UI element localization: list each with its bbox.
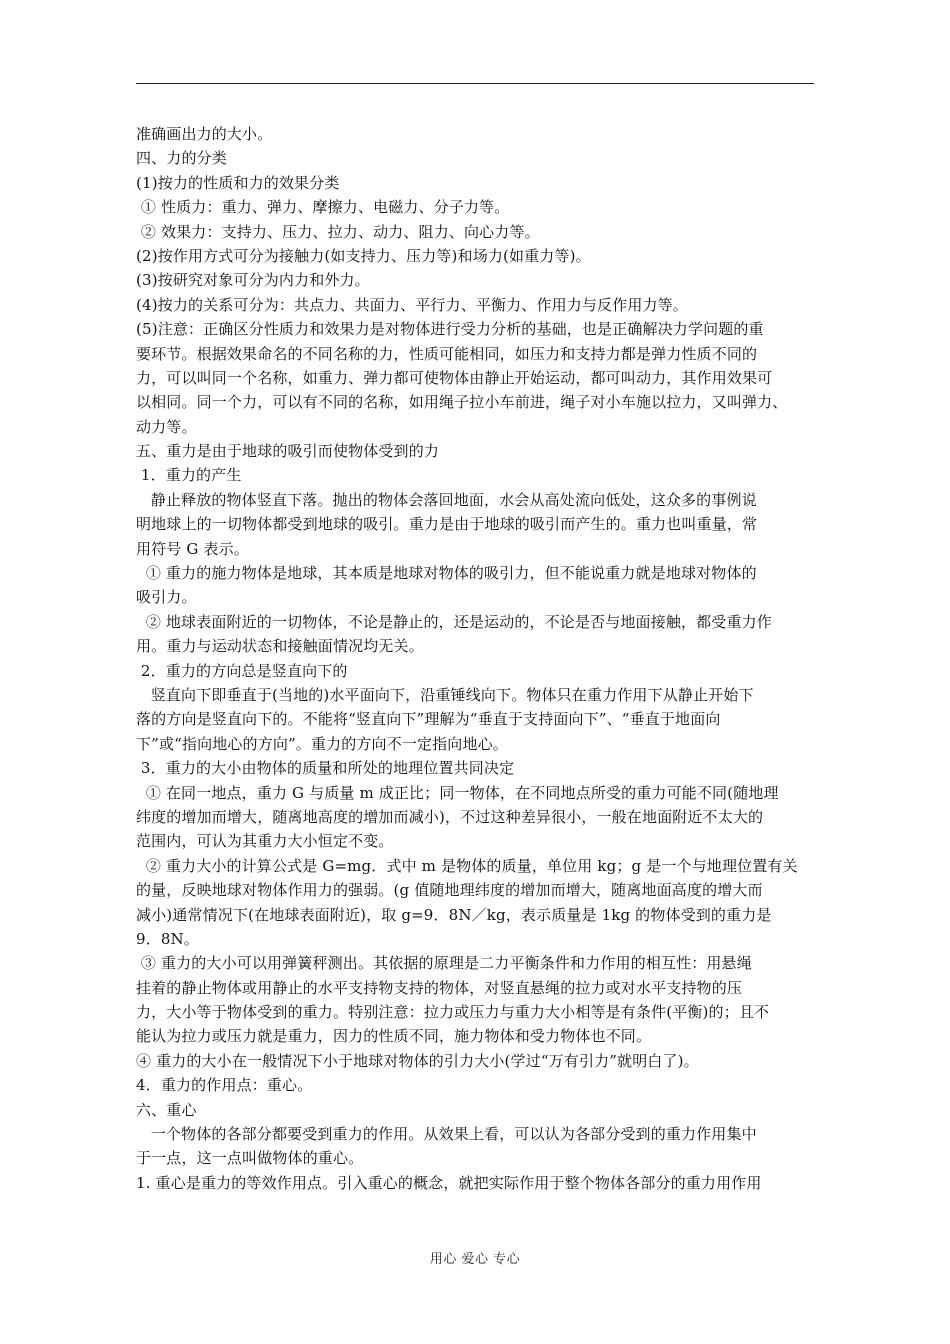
text-line: 1．重力的产生 xyxy=(136,466,242,485)
text-line: ① 重力的施力物体是地球，其本质是地球对物体的吸引力，但不能说重力就是地球对物体的 xyxy=(136,564,757,583)
text-line: ② 地球表面附近的一切物体，不论是静止的，还是运动的，不论是否与地面接触，都受重力作 xyxy=(136,612,772,631)
text-line: 用。重力与运动状态和接触面情况均无关。 xyxy=(136,637,424,656)
text-line: ② 效果力：支持力、压力、拉力、动力、阻力、向心力等。 xyxy=(136,222,540,241)
text-line: 要环节。根据效果命名的不同名称的力，性质可能相同，如压力和支持力都是弹力性质不同的 xyxy=(136,344,758,363)
text-line: 于一点，这一点叫做物体的重心。 xyxy=(136,1149,364,1168)
text-line: 纬度的增加而增大，随离地高度的增加而减小)，不过这种差异很小，一般在地面附近不太大的 xyxy=(136,807,764,826)
text-line: 用符号 G 表示。 xyxy=(136,539,249,558)
text-line: (1)按力的性质和力的效果分类 xyxy=(136,173,340,192)
body-text xyxy=(136,122,820,1195)
text-line: 准确画出力的大小。 xyxy=(136,125,273,143)
text-line: ① 在同一地点，重力 G 与质量 m 成正比；同一物体，在不同地点所受的重力可能不同(随地理 xyxy=(136,783,779,802)
text-line: 力，大小等于物体受到的重力。特别注意：拉力或压力与重力大小相等是有条件(平衡)的；且不 xyxy=(136,1003,770,1022)
text-line: 3．重力的大小由物体的质量和所处的地理位置共同决定 xyxy=(136,759,515,778)
text-line: 五、重力是由于地球的吸引而使物体受到的力 xyxy=(136,442,440,461)
text-line: ③ 重力的大小可以用弹簧秤测出。其依据的原理是二力平衡条件和力作用的相互性：用悬绳 xyxy=(136,954,752,973)
text-line: 下”或“指向地心的方向”。重力的方向不一定指向地心。 xyxy=(136,734,508,753)
text-line: 六、重心 xyxy=(136,1100,197,1119)
text-line: 吸引力。 xyxy=(136,588,197,607)
text-line: (3)按研究对象可分为内力和外力。 xyxy=(136,271,370,290)
page-footer: 用心 爱心 专心 xyxy=(429,1252,521,1267)
text-line: 4．重力的作用点：重心。 xyxy=(136,1076,313,1095)
text-line: 动力等。 xyxy=(136,417,197,436)
text-line: 明地球上的一切物体都受到地球的吸引。重力是由于地球的吸引而产生的。重力也叫重量，常 xyxy=(136,515,758,534)
text-line: 能认为拉力或压力就是重力，因力的性质不同，施力物体和受力物体也不同。 xyxy=(136,1027,652,1046)
text-line: 静止释放的物体竖直下落。抛出的物体会落回地面，水会从高处流向低处，这众多的事例说 xyxy=(136,490,757,509)
text-line: 挂着的静止物体或用静止的水平支持物支持的物体，对竖直悬绳的拉力或对水平支持物的压 xyxy=(136,978,743,997)
text-line: 1. 重心是重力的等效作用点。引入重心的概念，就把实际作用于整个物体各部分的重力用作用 xyxy=(136,1173,762,1192)
text-line: 2．重力的方向总是竖直向下的 xyxy=(136,661,348,680)
text-line: 竖直向下即垂直于(当地的)水平面向下，沿重锤线向下。物体只在重力作用下从静止开始下 xyxy=(136,685,754,704)
text-line: 减小)通常情况下(在地球表面附近)，取 g=9．8N／kg，表示质量是 1kg 的物体受到的重力是 xyxy=(136,905,772,924)
text-line: 9．8N。 xyxy=(136,929,199,948)
text-line: ② 重力大小的计算公式是 G=mg．式中 m 是物体的质量，单位用 kg；g 是一个与地理位置有关 xyxy=(136,856,798,875)
text-line: 范围内，可认为其重力大小恒定不变。 xyxy=(136,832,394,851)
text-line: ④ 重力的大小在一般情况下小于地球对物体的引力大小(学过“万有引力”就明白了)。 xyxy=(136,1051,699,1070)
text-line: 落的方向是竖直向下的。不能将“竖直向下”理解为“垂直于支持面向下”、“垂直于地面向 xyxy=(136,710,721,729)
text-line: (4)按力的关系可分为：共点力、共面力、平行力、平衡力、作用力与反作用力等。 xyxy=(136,295,688,314)
text-line: 以相同。同一个力，可以有不同的名称，如用绳子拉小车前进，绳子对小车施以拉力，又叫弹力、 xyxy=(136,393,788,412)
text-line: 的量，反映地球对物体作用力的强弱。(g 值随地理纬度的增加而增大，随离地面高度的增大而 xyxy=(136,881,763,900)
text-line: 一个物体的各部分都要受到重力的作用。从效果上看，可以认为各部分受到的重力作用集中 xyxy=(136,1125,757,1144)
text-line: 四、力的分类 xyxy=(136,149,227,168)
text-line: ① 性质力：重力、弹力、摩擦力、电磁力、分子力等。 xyxy=(136,198,510,217)
text-line: (5)注意：正确区分性质力和效果力是对物体进行受力分析的基础，也是正确解决力学问题的重 xyxy=(136,320,764,339)
header-rule xyxy=(136,83,814,84)
text-line: (2)按作用方式可分为接触力(如支持力、压力等)和场力(如重力等)。 xyxy=(136,246,591,265)
text-line: 力，可以叫同一个名称，如重力、弹力都可使物体由静止开始运动，都可叫动力，其作用效果可 xyxy=(136,368,773,387)
